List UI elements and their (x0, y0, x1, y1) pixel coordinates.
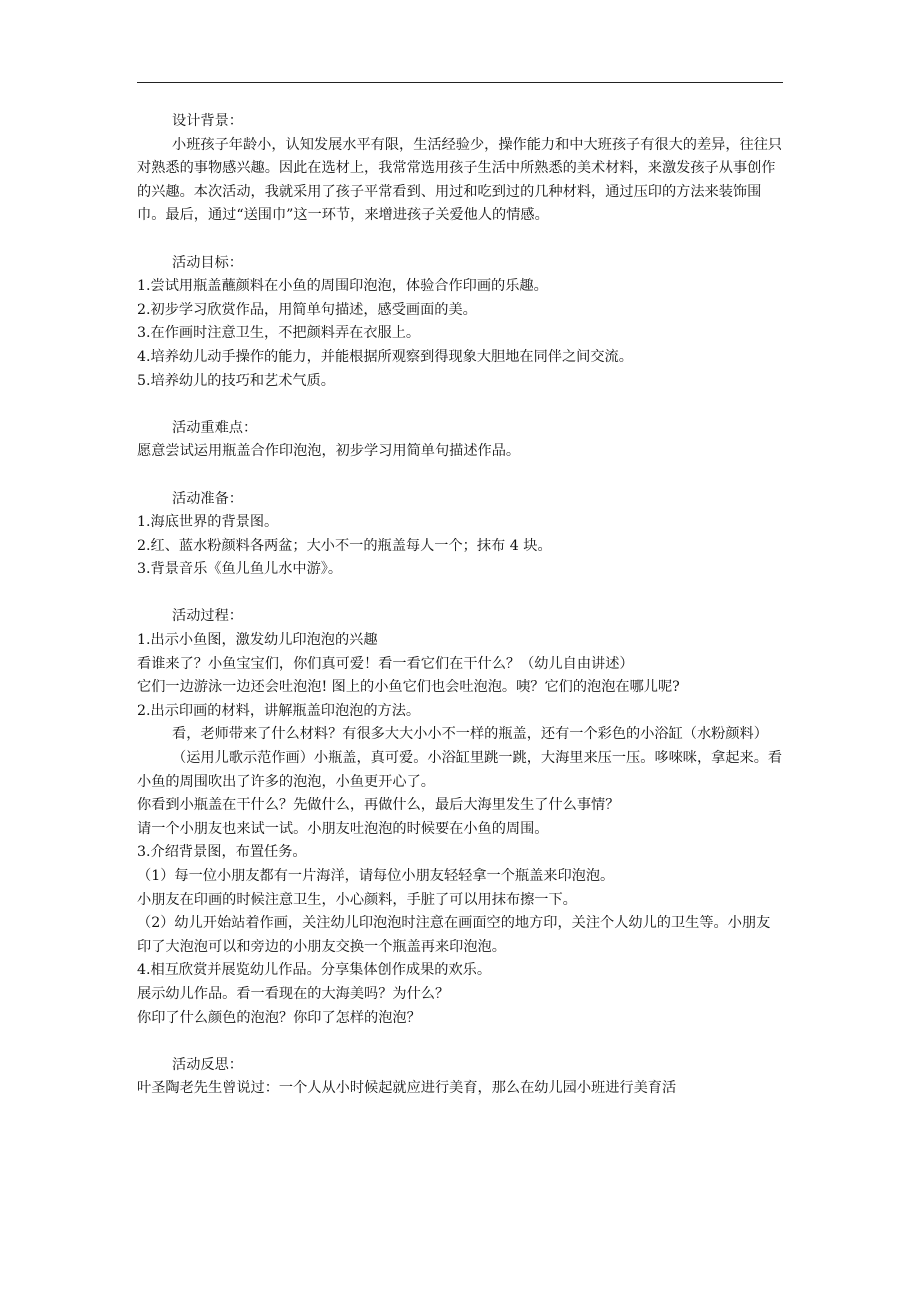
process-line: 你印了什么颜色的泡泡？你印了怎样的泡泡？ (137, 1009, 421, 1026)
process-heading: 活动过程： (172, 608, 243, 625)
process-line: 3.介绍背景图，布置任务。 (137, 844, 307, 861)
process-line: 它们一边游泳一边还会吐泡泡! 图上的小鱼它们也会吐泡泡。咦？它们的泡泡在哪儿呢? (137, 679, 680, 696)
spacer (137, 1030, 783, 1054)
reflection-text: 叶圣陶老先生曾说过：一个人从小时候起就应进行美育，那么在幼儿园小班进行美育活 (137, 1080, 677, 1097)
goal-item: 1.尝试用瓶盖蘸颜料在小鱼的周围印泡泡，体验合作印画的乐趣。 (137, 278, 548, 295)
spacer (137, 393, 783, 417)
goal-item: 5.培养幼儿的技巧和艺术气质。 (137, 372, 335, 389)
process-line: （运用儿歌示范作画）小瓶盖，真可爱。小浴缸里跳一跳，大海里来压一压。哆唻咪，拿起来。看小鱼的周围吹出了许多的泡泡，小鱼更开心了。 (137, 750, 783, 790)
process-line: 请一个小朋友也来试一试。小朋友吐泡泡的时候要在小鱼的周围。 (137, 820, 549, 837)
goal-item: 3.在作画时注意卫生，不把颜料弄在衣服上。 (137, 325, 421, 342)
process-line: 看谁来了？小鱼宝宝们，你们真可爱！看一看它们在干什么？（幼儿自由讲述） (137, 655, 634, 672)
spacer (137, 582, 783, 606)
process-line: 你看到小瓶盖在干什么？先做什么，再做什么，最后大海里发生了什么事情？ (137, 797, 620, 814)
process-line: 展示幼儿作品。看一看现在的大海美吗？为什么？ (137, 985, 450, 1002)
spacer (137, 228, 783, 252)
goals-heading: 活动目标： (172, 254, 243, 271)
background-paragraph: 小班孩子年龄小，认知发展水平有限，生活经验少，操作能力和中大班孩子有很大的差异，往往只对熟悉的事物感兴趣。因此在选材上，我常常选用孩子生活中所熟悉的美术材料，来激发孩子从事创作的兴趣。本次活动，我就采用了孩子平常看到、用过和吃到过的几种材料，通过压印的方法来装饰围巾。最后，通过“送围巾”这一环节，来增进孩子关爱他人的情感。 (137, 136, 783, 224)
document-body (137, 110, 783, 1101)
keypoints-heading: 活动重难点： (172, 419, 258, 436)
reflection-heading: 活动反思： (172, 1056, 243, 1073)
keypoints-text: 愿意尝试运用瓶盖合作印泡泡，初步学习用简单句描述作品。 (137, 443, 521, 460)
goal-item: 4.培养幼儿动手操作的能力，并能根据所观察到得现象大胆地在同伴之间交流。 (137, 348, 633, 365)
process-line: （2）幼儿开始站着作画，关注幼儿印泡泡时注意在画面空的地方印，关注个人幼儿的卫生等。小朋友印了大泡泡可以和旁边的小朋友交换一个瓶盖再来印泡泡。 (137, 915, 771, 955)
process-line: 看，老师带来了什么材料？有很多大大小小不一样的瓶盖，还有一个彩色的小浴缸（水粉颜料） (172, 726, 768, 743)
spacer (137, 464, 783, 488)
prep-item: 1.海底世界的背景图。 (137, 514, 279, 531)
goal-item: 2.初步学习欣赏作品，用简单句描述，感受画面的美。 (137, 301, 477, 318)
header-rule (137, 82, 783, 83)
prep-heading: 活动准备： (172, 490, 243, 507)
process-line: 2.出示印画的材料，讲解瓶盖印泡泡的方法。 (137, 702, 421, 719)
process-line: 1.出示小鱼图，激发幼儿印泡泡的兴趣 (137, 632, 378, 649)
process-line: 小朋友在印画的时候注意卫生，小心颜料，手脏了可以用抹布擦一下。 (137, 891, 577, 908)
process-line: 4.相互欣赏并展览幼儿作品。分享集体创作成果的欢乐。 (137, 962, 492, 979)
prep-item: 2.红、蓝水粉颜料各两盆；大小不一的瓶盖每人一个；抹布 4 块。 (137, 537, 552, 554)
background-heading: 设计背景： (172, 113, 243, 129)
process-line: （1）每一位小朋友都有一片海洋，请每位小朋友轻轻拿一个瓶盖来印泡泡。 (137, 868, 615, 884)
prep-item: 3.背景音乐《鱼儿鱼儿水中游》。 (137, 561, 343, 578)
